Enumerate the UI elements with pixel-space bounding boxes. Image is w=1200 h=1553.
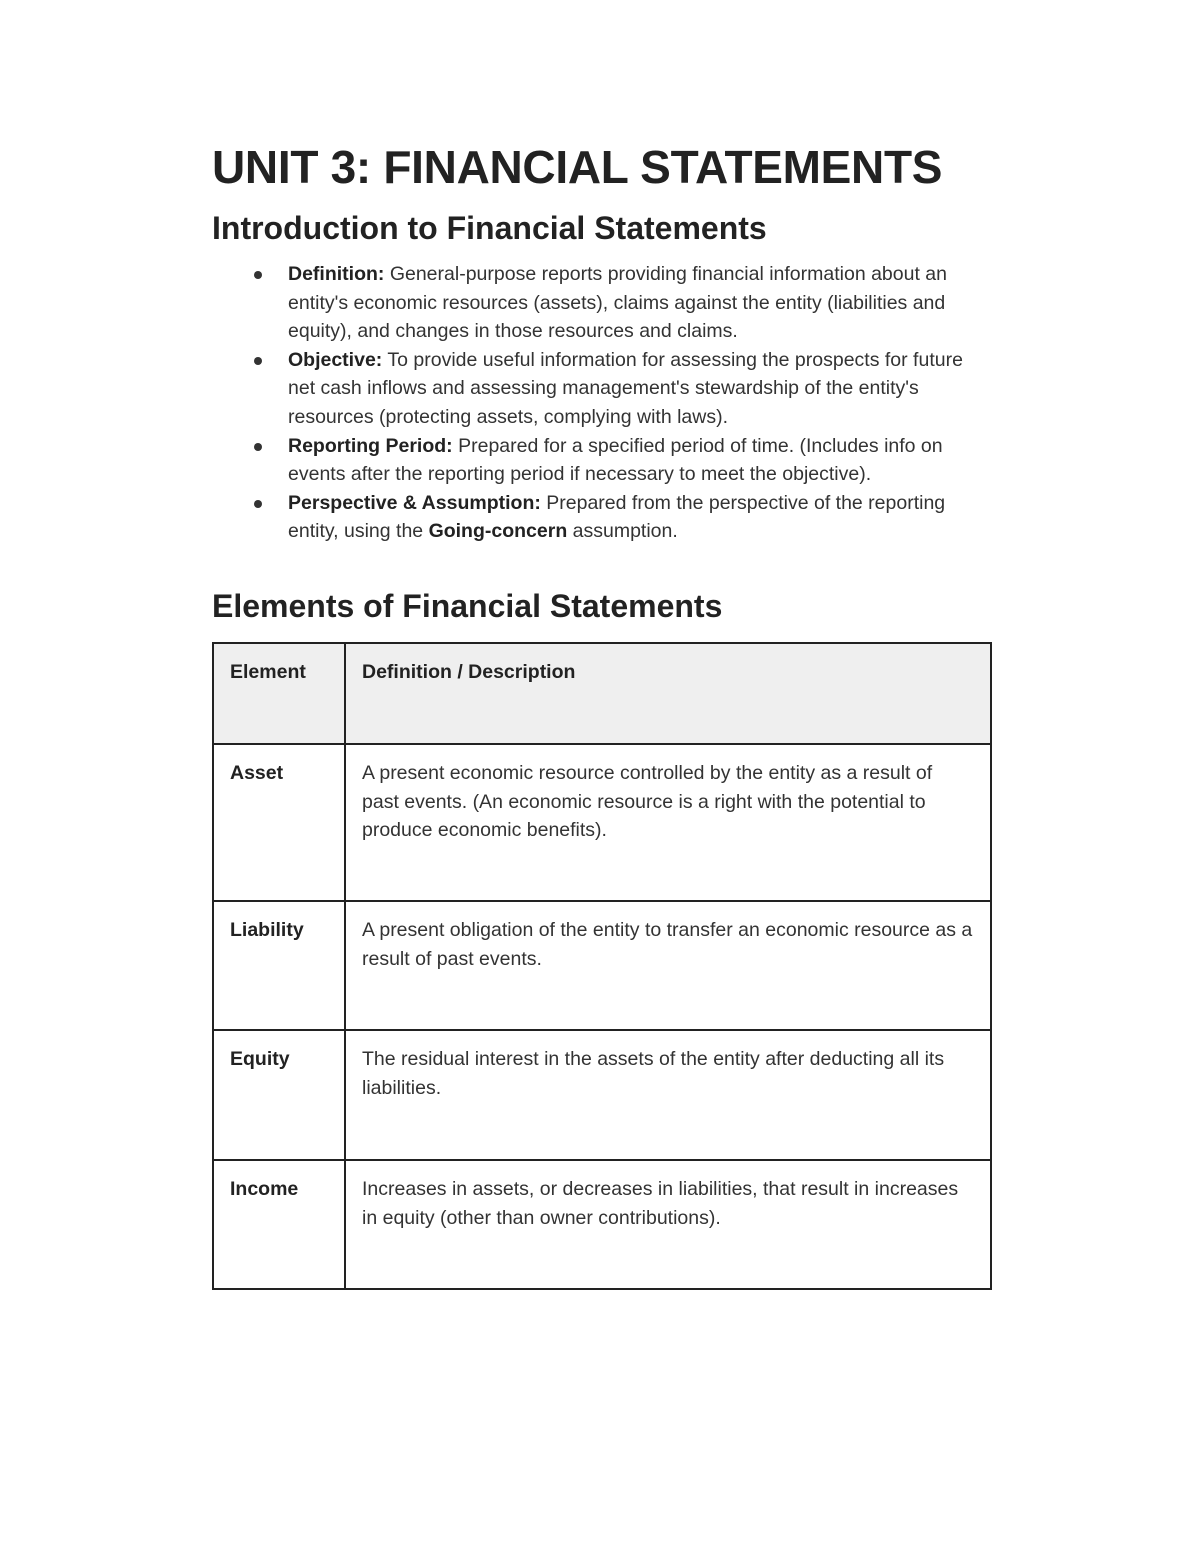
element-definition: A present economic resource controlled by the entity as a result of past events. (An economic resource is a right with the potential to produce economic benefits). <box>345 744 991 901</box>
bullet-text: Prepared for a specified period of time. (Includes info on events after the reporting period if necessary to meet the objective). <box>288 434 943 486</box>
element-name: Equity <box>213 1030 345 1160</box>
element-definition: Increases in assets, or decreases in liabilities, that result in increases in equity (other than owner contributions). <box>345 1160 991 1289</box>
intro-heading: Introduction to Financial Statements <box>212 210 767 246</box>
column-header-definition: Definition / Description <box>345 643 991 744</box>
bullet-label: Objective: <box>288 348 383 371</box>
bullet-icon <box>254 500 262 508</box>
bullet-text: General-purpose reports providing financial information about an entity's economic resources (assets), claims against the entity (liabilities and equity), and changes in those resources and claims. <box>288 263 947 343</box>
bullet-perspective-assumption <box>288 489 994 546</box>
element-definition: A present obligation of the entity to transfer an economic resource as a result of past events. <box>345 901 991 1030</box>
column-header-element: Element <box>213 643 345 744</box>
page-title: UNIT 3: FINANCIAL STATEMENTS <box>212 141 943 193</box>
elements-table <box>212 642 992 1290</box>
bullet-definition <box>288 260 994 346</box>
bullet-icon <box>254 443 262 451</box>
table-row <box>213 901 991 1030</box>
table-row <box>213 1160 991 1289</box>
bullet-label: Reporting Period: <box>288 434 453 457</box>
table-header-row <box>213 643 991 744</box>
bullet-label: Perspective & Assumption: <box>288 491 541 514</box>
element-name: Asset <box>213 744 345 901</box>
table-row <box>213 1030 991 1160</box>
document-content <box>212 138 1002 1290</box>
bullet-label: Definition: <box>288 263 385 285</box>
element-name: Liability <box>213 901 345 1030</box>
bullet-text-after: assumption. <box>572 520 678 543</box>
bullet-objective <box>288 346 994 432</box>
element-name: Income <box>213 1160 345 1289</box>
intro-bullet-list <box>212 260 1002 546</box>
bullet-text: Prepared from the perspective of the reporting entity, using the <box>288 491 946 543</box>
elements-heading: Elements of Financial Statements <box>212 587 723 624</box>
bullet-text: To provide useful information for assessing the prospects for future net cash inflows and assessing management's stewardship of the entity's resources (protecting assets, complying with laws). <box>288 348 963 428</box>
bullet-reporting-period <box>288 432 994 489</box>
bullet-icon <box>254 271 262 279</box>
bullet-icon <box>254 357 262 365</box>
bullet-emphasis: Going-concern <box>428 520 568 543</box>
table-row <box>213 744 991 901</box>
element-definition: The residual interest in the assets of the entity after deducting all its liabilities. <box>345 1030 991 1160</box>
